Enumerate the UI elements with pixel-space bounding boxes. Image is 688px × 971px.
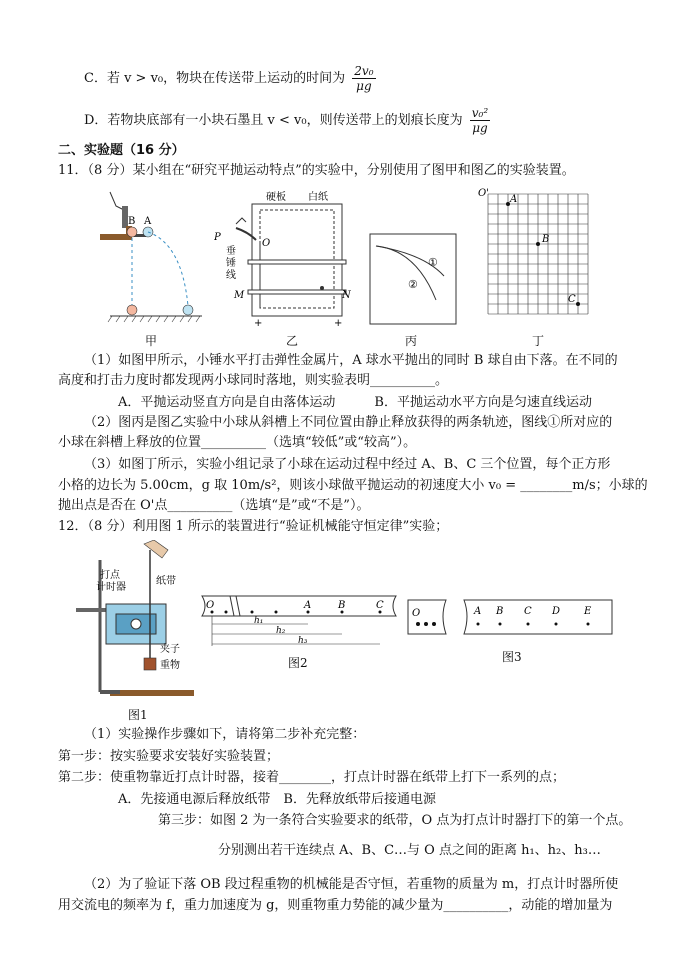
caption-bing: 丙 — [405, 334, 418, 348]
q12-s5: 第三步：如图 2 为一条符合实验要求的纸带，O 点为打点计时器打下的第一个点。 — [158, 813, 632, 828]
label-curve-2: ② — [408, 278, 418, 291]
label-chui2: 锤 — [226, 258, 236, 269]
label-o: O — [262, 238, 271, 249]
figure-bing — [368, 232, 458, 326]
label-point-c: C — [568, 294, 576, 305]
label-tape: 纸带 — [156, 576, 176, 587]
frac-numerator: 2v₀ — [354, 64, 374, 78]
option-d-fraction — [470, 106, 490, 135]
label-paper: 白纸 — [308, 192, 328, 203]
label-point-b: B — [542, 234, 550, 245]
q11-p1a: （1）如图甲所示，小锤水平打击弹性金属片，A 球水平抛出的同时 B 球自由下落。在不同的 — [84, 353, 618, 368]
q12-s8: 用交流电的频率为 f，重力加速度为 g，则重物重力势能的减少量为__________，动能的增加量为 — [58, 898, 613, 913]
caption-yi: 乙 — [286, 334, 299, 348]
label-n: N — [342, 290, 351, 301]
q11-p3a: （3）如图丁所示，实验小组记录了小球在运动过程中经过 A、B、C 三个位置，每个正方形 — [84, 457, 611, 472]
caption-jia: 甲 — [145, 334, 158, 348]
label-o: O — [412, 608, 421, 619]
label-weight: 重物 — [160, 660, 180, 671]
label-hardboard: 硬板 — [266, 192, 286, 203]
label-e: E — [584, 606, 592, 617]
label-d: D — [552, 606, 561, 617]
label-o-prime: O' — [478, 188, 489, 199]
svg-text:+: + — [334, 318, 343, 328]
q11-stem: 11．（8 分）某小组在“研究平抛运动特点”的实验中，分别使用了图甲和图乙的实验装置。 — [58, 163, 575, 178]
caption-fig2: 图2 — [288, 656, 308, 670]
caption-fig1: 图1 — [128, 708, 148, 722]
label-a: A — [144, 216, 152, 227]
label-chui: 垂 — [226, 246, 236, 257]
option-d-text: D．若物块底部有一小块石墨且 v < v₀，则传送带上的划痕长度为 — [84, 113, 463, 128]
q12-s1: （1）实验操作步骤如下，请将第二步补充完整： — [84, 727, 366, 742]
frac-denominator: μg — [472, 121, 488, 135]
option-c — [84, 64, 376, 93]
caption-ding: 丁 — [532, 334, 545, 348]
label-b: B — [128, 216, 136, 227]
label-h2: h₂ — [276, 626, 286, 636]
q11-p1c: A．平抛运动竖直方向是自由落体运动 B．平抛运动水平方向是匀速直线运动 — [118, 395, 592, 410]
label-b: B — [496, 606, 504, 617]
label-curve-1: ① — [428, 256, 438, 269]
label-xian: 线 — [226, 270, 236, 281]
q11-p3b: 小格的边长为 5.00cm，g 取 10m/s²，则该小球做平抛运动的初速度大小 v₀ = ________m/s；小球的 — [58, 478, 648, 493]
figure-1 — [60, 540, 200, 700]
svg-text:+: + — [254, 318, 263, 328]
label-p: P — [214, 232, 221, 243]
section-heading: 二、实验题（16 分） — [58, 143, 185, 158]
label-a: A — [304, 600, 312, 611]
label-b: B — [338, 600, 346, 611]
label-h3: h₃ — [298, 636, 308, 646]
option-c-fraction — [352, 64, 375, 93]
label-point-a: A — [510, 194, 518, 205]
option-d — [84, 106, 490, 135]
figure-ding — [478, 188, 596, 328]
label-clip: 夹子 — [160, 644, 180, 655]
q12-s4: A．先接通电源后释放纸带 B．先释放纸带后接通电源 — [118, 792, 436, 807]
q11-p3c: 抛出点是否在 O'点__________（选填“是”或“不是”）。 — [58, 498, 370, 513]
frac-denominator: μg — [356, 79, 372, 93]
label-o: O — [206, 600, 215, 611]
q11-p2b: 小球在斜槽上释放的位置__________（选填“较低”或“较高”）。 — [58, 435, 417, 450]
figure-yi — [214, 188, 354, 328]
frac-numerator: v₀² — [471, 106, 489, 120]
q12-stem: 12．（8 分）利用图 1 所示的装置进行“验证机械能守恒定律”实验； — [58, 519, 449, 534]
label-h1: h₁ — [254, 616, 264, 626]
label-c: C — [524, 606, 532, 617]
q12-s6: 分别测出若干连续点 A、B、C…与 O 点之间的距离 h₁、h₂、h₃… — [218, 843, 601, 858]
option-c-text: C．若 v > v₀，物块在传送带上运动的时间为 — [84, 71, 346, 86]
q12-s7: （2）为了验证下落 OB 段过程重物的机械能是否守恒，若重物的质量为 m，打点计时器所使 — [84, 877, 619, 892]
q12-s3: 第二步：使重物靠近打点计时器，接着________，打点计时器在纸带上打下一系列的点； — [58, 770, 566, 785]
q11-p1b: 高度和打击力度时都发现两小球同时落地，则实验表明__________。 — [58, 373, 449, 388]
q11-p2a: （2）图丙是图乙实验中小球从斜槽上不同位置由静止释放获得的两条轨迹，图线①所对应的 — [84, 415, 613, 430]
label-a: A — [474, 606, 482, 617]
figure-2 — [200, 592, 402, 648]
caption-fig3: 图3 — [502, 650, 522, 664]
label-c: C — [376, 600, 384, 611]
figure-jia — [96, 188, 206, 328]
label-m: M — [234, 290, 245, 301]
figure-3 — [406, 596, 616, 642]
label-timer: 计时器 — [96, 582, 126, 593]
label-dadian: 打点 — [100, 570, 120, 581]
q12-s2: 第一步：按实验要求安装好实验装置； — [58, 749, 280, 764]
